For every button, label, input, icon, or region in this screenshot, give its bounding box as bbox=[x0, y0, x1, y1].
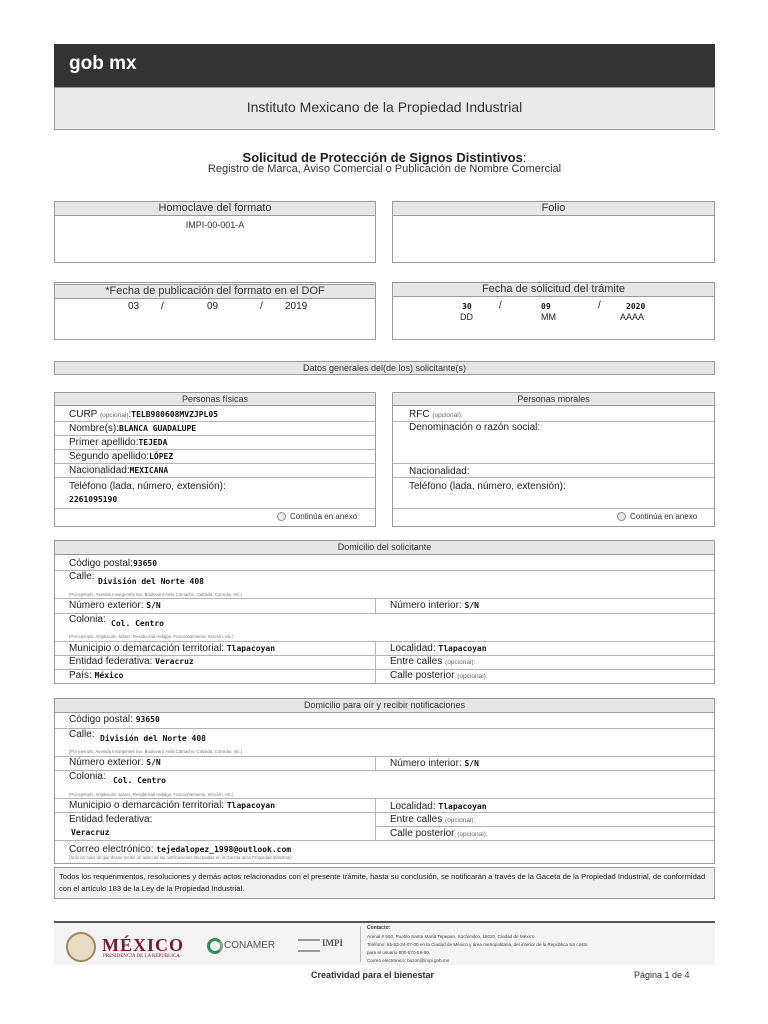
divider bbox=[375, 826, 714, 827]
mexico-logo-text: MÉXICO bbox=[102, 935, 184, 955]
not-posterior-field bbox=[390, 828, 488, 839]
dof-year: 2019 bbox=[285, 301, 308, 312]
form-subtitle: Registro de Marca, Aviso Comercial o Publicación de Nombre Comercial bbox=[207, 163, 562, 175]
not-localidad-value[interactable]: Tlapacoyan bbox=[438, 802, 487, 811]
divider bbox=[55, 435, 375, 436]
divider bbox=[55, 840, 714, 841]
radio-icon bbox=[277, 512, 286, 521]
segundo-apellido-field bbox=[69, 451, 173, 462]
domicilio-header: Domicilio del solicitante bbox=[54, 540, 715, 555]
divider bbox=[55, 613, 714, 614]
conamer-logo-icon bbox=[207, 938, 223, 954]
segundo-apellido-value[interactable]: LÓPEZ bbox=[149, 452, 174, 461]
not-correo-note: (Solo en caso de que desee recibir un aviso de las notificaciones efectuadas en la Gaceta de la Propiedad Industrial) bbox=[69, 855, 292, 860]
presidencia-text: PRESIDENCIA DE LA REPÚBLICA bbox=[103, 954, 180, 959]
curp-value[interactable]: TELB980608MVZJPL05 bbox=[131, 410, 218, 419]
divider bbox=[375, 798, 376, 840]
notificaciones-header: Domicilio para oír y recibir notificaciones bbox=[54, 698, 715, 713]
not-num-int-value[interactable]: S/N bbox=[464, 759, 479, 768]
not-correo-value[interactable]: tejedalopez_1998@outlook.com bbox=[156, 845, 292, 854]
divider bbox=[55, 463, 375, 464]
denominacion-label: Denominación o razón social: bbox=[409, 422, 541, 433]
dof-month: 09 bbox=[207, 301, 219, 312]
divider bbox=[55, 812, 714, 813]
segundo-apellido-label: Segundo apellido: bbox=[69, 451, 150, 462]
nombre-field bbox=[69, 423, 196, 434]
rfc-field bbox=[409, 409, 463, 420]
telefono-morales-label: Teléfono (lada, número, extensión): bbox=[409, 481, 566, 492]
dom-posterior-optional: (opcional): bbox=[457, 673, 488, 680]
dom-num-ext-value[interactable]: S/N bbox=[146, 601, 161, 610]
dof-day: 03 bbox=[128, 301, 140, 312]
telefono-label: Teléfono (lada, número, extensión): bbox=[69, 481, 226, 492]
dom-posterior-label: Calle posterior bbox=[390, 670, 455, 681]
divider bbox=[55, 570, 714, 571]
not-entidad-label: Entidad federativa: bbox=[69, 814, 153, 825]
slogan: Creatividad para el bienestar bbox=[311, 970, 435, 980]
impi-logo-text: IMPI bbox=[322, 938, 343, 948]
nombre-label: Nombre(s): bbox=[69, 423, 120, 434]
primer-apellido-label: Primer apellido: bbox=[69, 437, 139, 448]
dom-municipio-value[interactable]: Tlapacoyan bbox=[226, 644, 276, 653]
divider bbox=[375, 598, 376, 613]
curp-label: CURP bbox=[69, 409, 98, 420]
dom-pais-value[interactable]: México bbox=[94, 671, 124, 680]
impi-logo-icon bbox=[298, 939, 320, 952]
personas-fisicas-header: Personas físicas bbox=[54, 392, 376, 406]
form-title-colon: : bbox=[522, 150, 527, 165]
not-cp-label: Código postal: bbox=[69, 714, 133, 725]
dom-entidad-value[interactable]: Veracruz bbox=[155, 657, 194, 666]
not-localidad-label: Localidad: bbox=[390, 801, 436, 812]
contacto-email[interactable]: Correo electrónico: buzon@impi.gob.mx bbox=[367, 958, 450, 963]
dom-entre-label: Entre calles bbox=[390, 656, 443, 667]
not-entre-label: Entre calles bbox=[390, 814, 443, 825]
morales-continua-label: Continúa en anexo bbox=[630, 512, 698, 521]
dom-calle-value[interactable]: División del Norte 408 bbox=[98, 577, 204, 586]
fecha-sep-2: / bbox=[598, 300, 601, 311]
dom-localidad-label: Localidad: bbox=[390, 643, 436, 654]
divider bbox=[55, 421, 375, 422]
not-num-ext-value[interactable]: S/N bbox=[146, 758, 161, 767]
divider bbox=[55, 798, 714, 799]
divider bbox=[55, 508, 375, 509]
fecha-year: 2020 bbox=[626, 302, 646, 311]
not-colonia-label: Colonia: bbox=[69, 771, 106, 782]
homoclave-value: IMPI-00-001-A bbox=[185, 220, 245, 230]
divider bbox=[55, 449, 375, 450]
dom-localidad-value[interactable]: Tlapacoyan bbox=[438, 644, 487, 653]
not-municipio-field bbox=[69, 800, 275, 811]
contacto-phone: Teléfono: 55-53-34-07-00 en la Ciudad de México y área metropolitana, del interior de la República sin costo bbox=[367, 942, 588, 947]
gobmx-header-bar bbox=[54, 44, 715, 87]
not-entre-optional: (opcional): bbox=[445, 817, 476, 824]
dom-cp-value[interactable]: 93650 bbox=[132, 559, 158, 568]
dof-sep-1: / bbox=[161, 301, 164, 312]
fecha-month: 09 bbox=[541, 302, 551, 311]
primer-apellido-field bbox=[69, 437, 167, 448]
contacto-title: Contacto: bbox=[367, 925, 391, 931]
fecha-header: Fecha de solicitud del trámite bbox=[392, 282, 715, 297]
not-num-int-field bbox=[390, 758, 479, 769]
dom-entre-optional: (opcional): bbox=[445, 659, 476, 666]
dom-num-int-value[interactable]: S/N bbox=[464, 601, 479, 610]
dom-num-ext-label: Número exterior: bbox=[69, 600, 144, 611]
rfc-optional: (opcional): bbox=[432, 412, 463, 419]
fecha-mm: MM bbox=[541, 312, 556, 322]
nombre-value[interactable]: BLANCA GUADALUPE bbox=[119, 424, 197, 433]
fisicas-continua-label: Continúa en anexo bbox=[290, 512, 358, 521]
dom-colonia-label: Colonia: bbox=[69, 614, 106, 625]
not-municipio-label: Municipio o demarcación territorial: bbox=[69, 800, 225, 811]
dom-entre-field bbox=[390, 656, 475, 667]
dom-pais-field bbox=[69, 670, 123, 681]
morales-continua-anexo[interactable] bbox=[617, 512, 697, 521]
dom-posterior-field bbox=[390, 670, 488, 681]
not-calle-label: Calle: bbox=[69, 729, 95, 740]
not-calle-value[interactable]: División del Norte 408 bbox=[100, 734, 206, 743]
curp-optional: (opcional) bbox=[99, 412, 129, 419]
rfc-label: RFC bbox=[409, 409, 430, 420]
not-correo-field bbox=[69, 844, 291, 855]
not-num-int-label: Número interior: bbox=[390, 758, 462, 769]
not-num-ext-label: Número exterior: bbox=[69, 757, 144, 768]
fecha-day: 30 bbox=[462, 302, 472, 311]
fecha-aaaa: AAAA bbox=[620, 312, 645, 322]
not-cp-field bbox=[69, 714, 160, 725]
form-title-text: Solicitud de Protección de Signos Distintivos bbox=[242, 150, 523, 165]
dom-num-int-field bbox=[390, 600, 479, 611]
dom-entidad-field bbox=[69, 656, 194, 667]
contacto-phone-2: para el usuario 800-570-59-90. bbox=[367, 950, 431, 955]
divider bbox=[55, 598, 714, 599]
not-posterior-optional: (opcional): bbox=[457, 831, 488, 838]
dom-cp-label: Código postal: bbox=[69, 558, 133, 569]
telefono-value[interactable]: 2261095190 bbox=[69, 495, 118, 504]
divider bbox=[375, 756, 376, 770]
contacto-address: Arenal # 550, Pueblo Santa María Tepepan, Xochimilco, 16020, Ciudad de México. bbox=[367, 934, 536, 939]
dom-num-ext-field bbox=[69, 600, 161, 611]
nacionalidad-label: Nacionalidad: bbox=[69, 465, 130, 476]
dom-entidad-label: Entidad federativa: bbox=[69, 656, 153, 667]
fecha-sep-1: / bbox=[499, 300, 502, 311]
institute-name: Instituto Mexicano de la Propiedad Industrial bbox=[246, 99, 523, 115]
dom-pais-label: País: bbox=[69, 670, 92, 681]
notice-text: Todos los requerimientos, resoluciones y demás actos relacionados con el presente trámite, hasta su conclusión, se notificarán a través de la Gaceta de la Propiedad Industrial, de conformidad con el artículo 183 de la Ley de la Propiedad Industrial. bbox=[59, 872, 706, 893]
nacionalidad-field bbox=[69, 465, 168, 476]
divider bbox=[393, 463, 714, 464]
not-cp-value[interactable]: 93650 bbox=[135, 715, 160, 724]
divider bbox=[55, 669, 714, 670]
not-correo-label: Correo electrónico: bbox=[69, 844, 154, 855]
divider bbox=[393, 508, 714, 509]
divider bbox=[55, 477, 375, 478]
dom-num-int-label: Número interior: bbox=[390, 600, 462, 611]
divider bbox=[375, 641, 376, 683]
dom-municipio-field bbox=[69, 643, 275, 654]
curp-field bbox=[69, 409, 218, 420]
dof-header: *Fecha de publicación del formato en el DOF bbox=[54, 284, 376, 299]
dof-sep-2: / bbox=[260, 301, 263, 312]
nacionalidad-morales-label: Nacionalidad: bbox=[409, 466, 470, 477]
not-colonia-value[interactable]: Col. Centro bbox=[113, 776, 166, 785]
dom-colonia-example: (Por ejemplo: Ampliación Juárez, Residencial Hidalgo, Fraccionamiento, Sección, etc.) bbox=[69, 634, 234, 639]
not-posterior-label: Calle posterior bbox=[390, 828, 455, 839]
not-entre-field bbox=[390, 814, 475, 825]
page-number: Página 1 de 4 bbox=[634, 970, 690, 980]
primer-apellido-value[interactable]: TEJEDA bbox=[138, 438, 168, 447]
not-entidad-value[interactable]: Veracruz bbox=[71, 828, 110, 837]
dom-cp-field bbox=[69, 558, 157, 569]
personas-morales-header: Personas morales bbox=[392, 392, 715, 406]
gobmx-logo[interactable]: gob mx bbox=[69, 53, 137, 74]
divider bbox=[55, 728, 714, 729]
homoclave-header: Homoclave del formato bbox=[54, 201, 376, 216]
conamer-logo-text: CONAMER bbox=[224, 940, 276, 951]
dom-municipio-label: Municipio o demarcación territorial: bbox=[69, 643, 225, 654]
datos-generales-header: Datos generales del(de los) solicitante(s) bbox=[54, 361, 715, 375]
divider bbox=[55, 770, 714, 771]
mexico-seal-icon bbox=[66, 932, 96, 962]
not-num-ext-field bbox=[69, 757, 161, 768]
divider bbox=[55, 641, 714, 642]
nacionalidad-value[interactable]: MEXICANA bbox=[129, 466, 169, 475]
not-calle-example: (Por ejemplo: Avenida Insurgentes Sur, Boulevard Ávila Camacho, Calzada, Corredor, etc.) bbox=[69, 749, 243, 754]
curp-colon: : bbox=[128, 409, 132, 420]
not-municipio-value[interactable]: Tlapacoyan bbox=[226, 801, 276, 810]
fecha-dd: DD bbox=[460, 312, 473, 322]
not-localidad-field bbox=[390, 801, 487, 812]
folio-header: Folio bbox=[392, 201, 715, 216]
dom-localidad-field bbox=[390, 643, 487, 654]
divider bbox=[393, 477, 714, 478]
dom-colonia-value[interactable]: Col. Centro bbox=[111, 619, 164, 628]
footer-vdivider bbox=[360, 926, 361, 962]
dom-calle-example: (Por ejemplo: Avenida Insurgentes Sur, Boulevard Ávila Camacho, Calzada, Corredor, etc.) bbox=[69, 592, 243, 597]
dom-calle-label: Calle: bbox=[69, 571, 95, 582]
radio-icon bbox=[617, 512, 626, 521]
not-colonia-example: (Por ejemplo: Ampliación Juárez, Residencial Hidalgo, Fraccionamiento, Sección, etc.) bbox=[69, 792, 234, 797]
fisicas-continua-anexo[interactable] bbox=[277, 512, 357, 521]
